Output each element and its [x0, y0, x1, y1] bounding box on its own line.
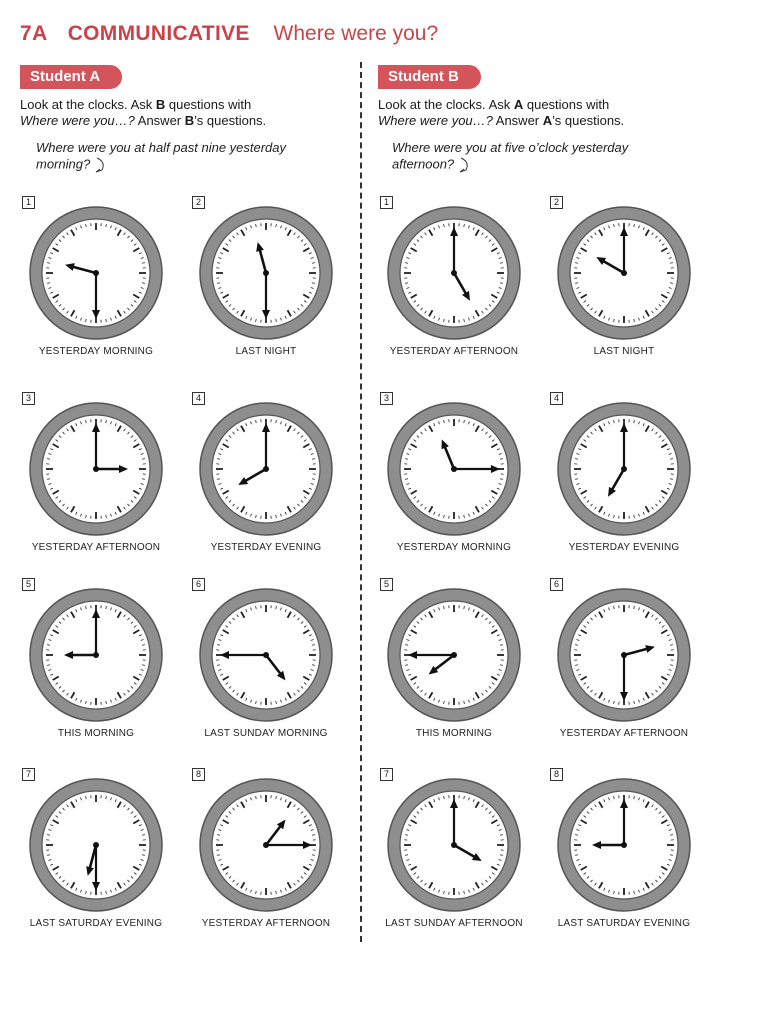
clock-label: LAST SUNDAY AFTERNOON	[385, 918, 523, 929]
example-question: Where were you at half past nine yesterday morning?	[36, 140, 287, 172]
clock-label: YESTERDAY AFTERNOON	[559, 728, 689, 739]
clock-label: YESTERDAY AFTERNOON	[201, 918, 331, 929]
clock-item	[22, 196, 170, 366]
clock-label: LAST NIGHT	[593, 346, 655, 357]
clock-item	[192, 578, 340, 748]
clock-item	[550, 392, 698, 562]
clock-item	[22, 578, 170, 748]
instr-student: A	[542, 113, 553, 128]
clock-icon	[197, 400, 335, 538]
clock-item	[380, 768, 528, 938]
clock-label: YESTERDAY EVENING	[568, 542, 680, 553]
column-divider	[360, 62, 362, 942]
instr-text: questions with	[165, 97, 252, 112]
clock-center	[621, 842, 627, 848]
instr-student: A	[513, 97, 524, 112]
clock-icon	[27, 776, 165, 914]
instr-text: ’s questions.	[552, 113, 625, 128]
clock-center	[451, 652, 457, 658]
example-question: Where were you at five o’clock yesterday afternoon?	[392, 140, 629, 172]
clock-number: 3	[380, 392, 393, 405]
student-a-instructions	[20, 97, 350, 129]
clock-item	[22, 768, 170, 938]
clock-label: YESTERDAY AFTERNOON	[31, 542, 161, 553]
clock-icon	[555, 776, 693, 914]
clock-icon	[385, 776, 523, 914]
clock-item	[192, 196, 340, 366]
student-a-badge: Student A	[20, 65, 122, 89]
instr-student: B	[184, 113, 195, 128]
clock-icon	[197, 586, 335, 724]
instr-question: Where were you…?	[20, 113, 135, 128]
clock-number: 2	[192, 196, 205, 209]
clock-center	[621, 652, 627, 658]
clock-center	[93, 652, 99, 658]
clock-label: THIS MORNING	[57, 728, 135, 739]
instr-text: Answer	[134, 113, 185, 128]
clock-number: 5	[22, 578, 35, 591]
clock-number: 7	[22, 768, 35, 781]
page-title	[20, 22, 438, 46]
clock-icon	[555, 586, 693, 724]
clock-number: 3	[22, 392, 35, 405]
clock-label: THIS MORNING	[415, 728, 493, 739]
instr-text: Look at the clocks. Ask	[378, 97, 514, 112]
clock-center	[621, 466, 627, 472]
clock-number: 4	[192, 392, 205, 405]
clock-center	[621, 270, 627, 276]
clock-icon	[27, 204, 165, 342]
clock-center	[93, 270, 99, 276]
clock-center	[263, 842, 269, 848]
speech-tail-icon	[458, 156, 474, 174]
clock-label: LAST SUNDAY MORNING	[204, 728, 328, 739]
clock-icon	[197, 776, 335, 914]
clock-icon	[27, 586, 165, 724]
clock-item	[550, 196, 698, 366]
clock-center	[263, 652, 269, 658]
clock-number: 2	[550, 196, 563, 209]
clock-label: YESTERDAY MORNING	[38, 346, 154, 357]
unit-subtitle: Where were you?	[273, 22, 439, 45]
clock-center	[451, 466, 457, 472]
unit-word: COMMUNICATIVE	[67, 22, 250, 45]
clock-item	[380, 392, 528, 562]
clock-item	[22, 392, 170, 562]
clock-label: YESTERDAY MORNING	[396, 542, 512, 553]
clock-item	[192, 768, 340, 938]
clock-item	[192, 392, 340, 562]
student-b-badge: Student B	[378, 65, 481, 89]
clock-number: 1	[380, 196, 393, 209]
clock-center	[263, 270, 269, 276]
clock-icon	[197, 204, 335, 342]
clock-icon	[385, 586, 523, 724]
clock-item	[380, 196, 528, 366]
instr-text: questions with	[523, 97, 610, 112]
clock-label: LAST NIGHT	[235, 346, 297, 357]
clock-item	[550, 578, 698, 748]
clock-center	[451, 270, 457, 276]
instr-question: Where were you…?	[378, 113, 493, 128]
clock-icon	[555, 400, 693, 538]
clock-number: 6	[550, 578, 563, 591]
clock-icon	[27, 400, 165, 538]
clock-number: 4	[550, 392, 563, 405]
instr-text: Answer	[492, 113, 543, 128]
clock-label: YESTERDAY EVENING	[210, 542, 322, 553]
clock-center	[93, 466, 99, 472]
clock-number: 6	[192, 578, 205, 591]
instr-student: B	[155, 97, 166, 112]
student-b-instructions	[378, 97, 708, 129]
clock-label: LAST SATURDAY EVENING	[29, 918, 163, 929]
instr-text: Look at the clocks. Ask	[20, 97, 156, 112]
clock-item	[380, 578, 528, 748]
clock-icon	[385, 400, 523, 538]
clock-number: 5	[380, 578, 393, 591]
clock-center	[93, 842, 99, 848]
clock-label: LAST SATURDAY EVENING	[557, 918, 691, 929]
clock-icon	[385, 204, 523, 342]
clock-icon	[555, 204, 693, 342]
instr-text: ’s questions.	[194, 113, 267, 128]
clock-number: 7	[380, 768, 393, 781]
clock-label: YESTERDAY AFTERNOON	[389, 346, 519, 357]
clock-center	[263, 466, 269, 472]
unit-code: 7A	[20, 22, 48, 45]
clock-number: 1	[22, 196, 35, 209]
clock-item	[550, 768, 698, 938]
clock-center	[451, 842, 457, 848]
clock-number: 8	[550, 768, 563, 781]
speech-tail-icon	[94, 156, 110, 174]
student-b-example	[392, 140, 692, 174]
student-a-example	[36, 140, 336, 174]
clock-number: 8	[192, 768, 205, 781]
